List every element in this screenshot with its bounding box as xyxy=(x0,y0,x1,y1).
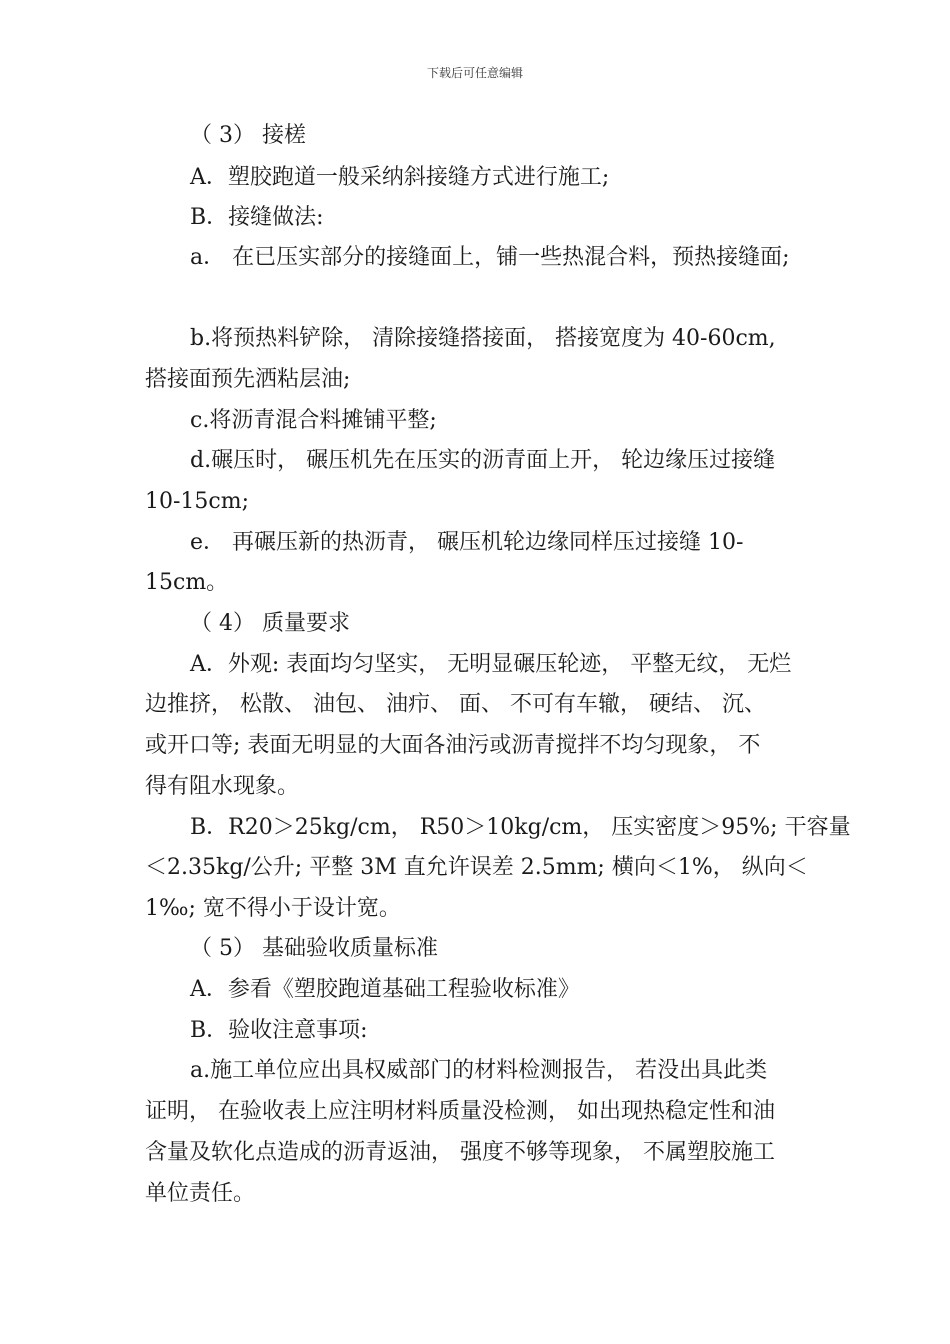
paragraph-line: 搭接面预先洒粘层油; xyxy=(145,367,351,392)
paragraph-line: 10-15cm; xyxy=(145,489,250,514)
paragraph-line: ＜2.35kg/公升; 平整 3M 直允许误差 2.5mm; 横向＜1%， 纵向＜ xyxy=(145,855,808,880)
paragraph-line: 得有阻水现象。 xyxy=(145,774,300,799)
section-heading-4: （ 4） 质量要求 xyxy=(190,611,350,636)
paragraph-line: 1‰; 宽不得小于设计宽。 xyxy=(145,896,401,921)
paragraph-line: A．参看《塑胶跑道基础工程验收标准》 xyxy=(190,977,580,1002)
paragraph-line: A．塑胶跑道一般采纳斜接缝方式进行施工; xyxy=(190,165,610,190)
paragraph-line: d.碾压时， 碾压机先在压实的沥青面上开， 轮边缘压过接缝 xyxy=(190,448,776,473)
section-heading-3: （ 3） 接槎 xyxy=(190,123,306,148)
paragraph-line: b.将预热料铲除， 清除接缝搭接面， 搭接宽度为 40-60cm, xyxy=(190,326,776,351)
paragraph-line: B．验收注意事项: xyxy=(190,1018,368,1043)
paragraph-line: e． 再碾压新的热沥青， 碾压机轮边缘同样压过接缝 10- xyxy=(190,530,744,555)
paragraph-line: 单位责任。 xyxy=(145,1181,256,1206)
paragraph-line: 边推挤， 松散、 油包、 油疖、 面、 不可有车辙， 硬结、 沉、 xyxy=(145,692,766,717)
page-header: 下载后可任意编辑 xyxy=(426,66,523,80)
paragraph-line: A．外观: 表面均匀坚实， 无明显碾压轮迹， 平整无纹， 无烂 xyxy=(190,652,792,677)
paragraph-line: 含量及软化点造成的沥青返油， 强度不够等现象， 不属塑胶施工 xyxy=(145,1140,775,1165)
paragraph-line: B．接缝做法: xyxy=(190,205,324,230)
paragraph-line: 15cm。 xyxy=(145,570,229,595)
paragraph-line: 或开口等; 表面无明显的大面各油污或沥青搅拌不均匀现象， 不 xyxy=(145,733,761,758)
paragraph-line: c.将沥青混合料摊铺平整; xyxy=(190,408,437,433)
section-heading-5: （ 5） 基础验收质量标准 xyxy=(190,936,438,961)
paragraph-line: a.施工单位应出具权威部门的材料检测报告， 若没出具此类 xyxy=(190,1058,768,1083)
paragraph-line: B．R20＞25kg/cm， R50＞10kg/cm， 压实密度＞95%; 干容量 xyxy=(190,815,851,840)
paragraph-line: a． 在已压实部分的接缝面上，铺一些热混合料，预热接缝面; xyxy=(190,245,790,270)
paragraph-line: 证明， 在验收表上应注明材料质量没检测， 如出现热稳定性和油 xyxy=(145,1099,775,1124)
